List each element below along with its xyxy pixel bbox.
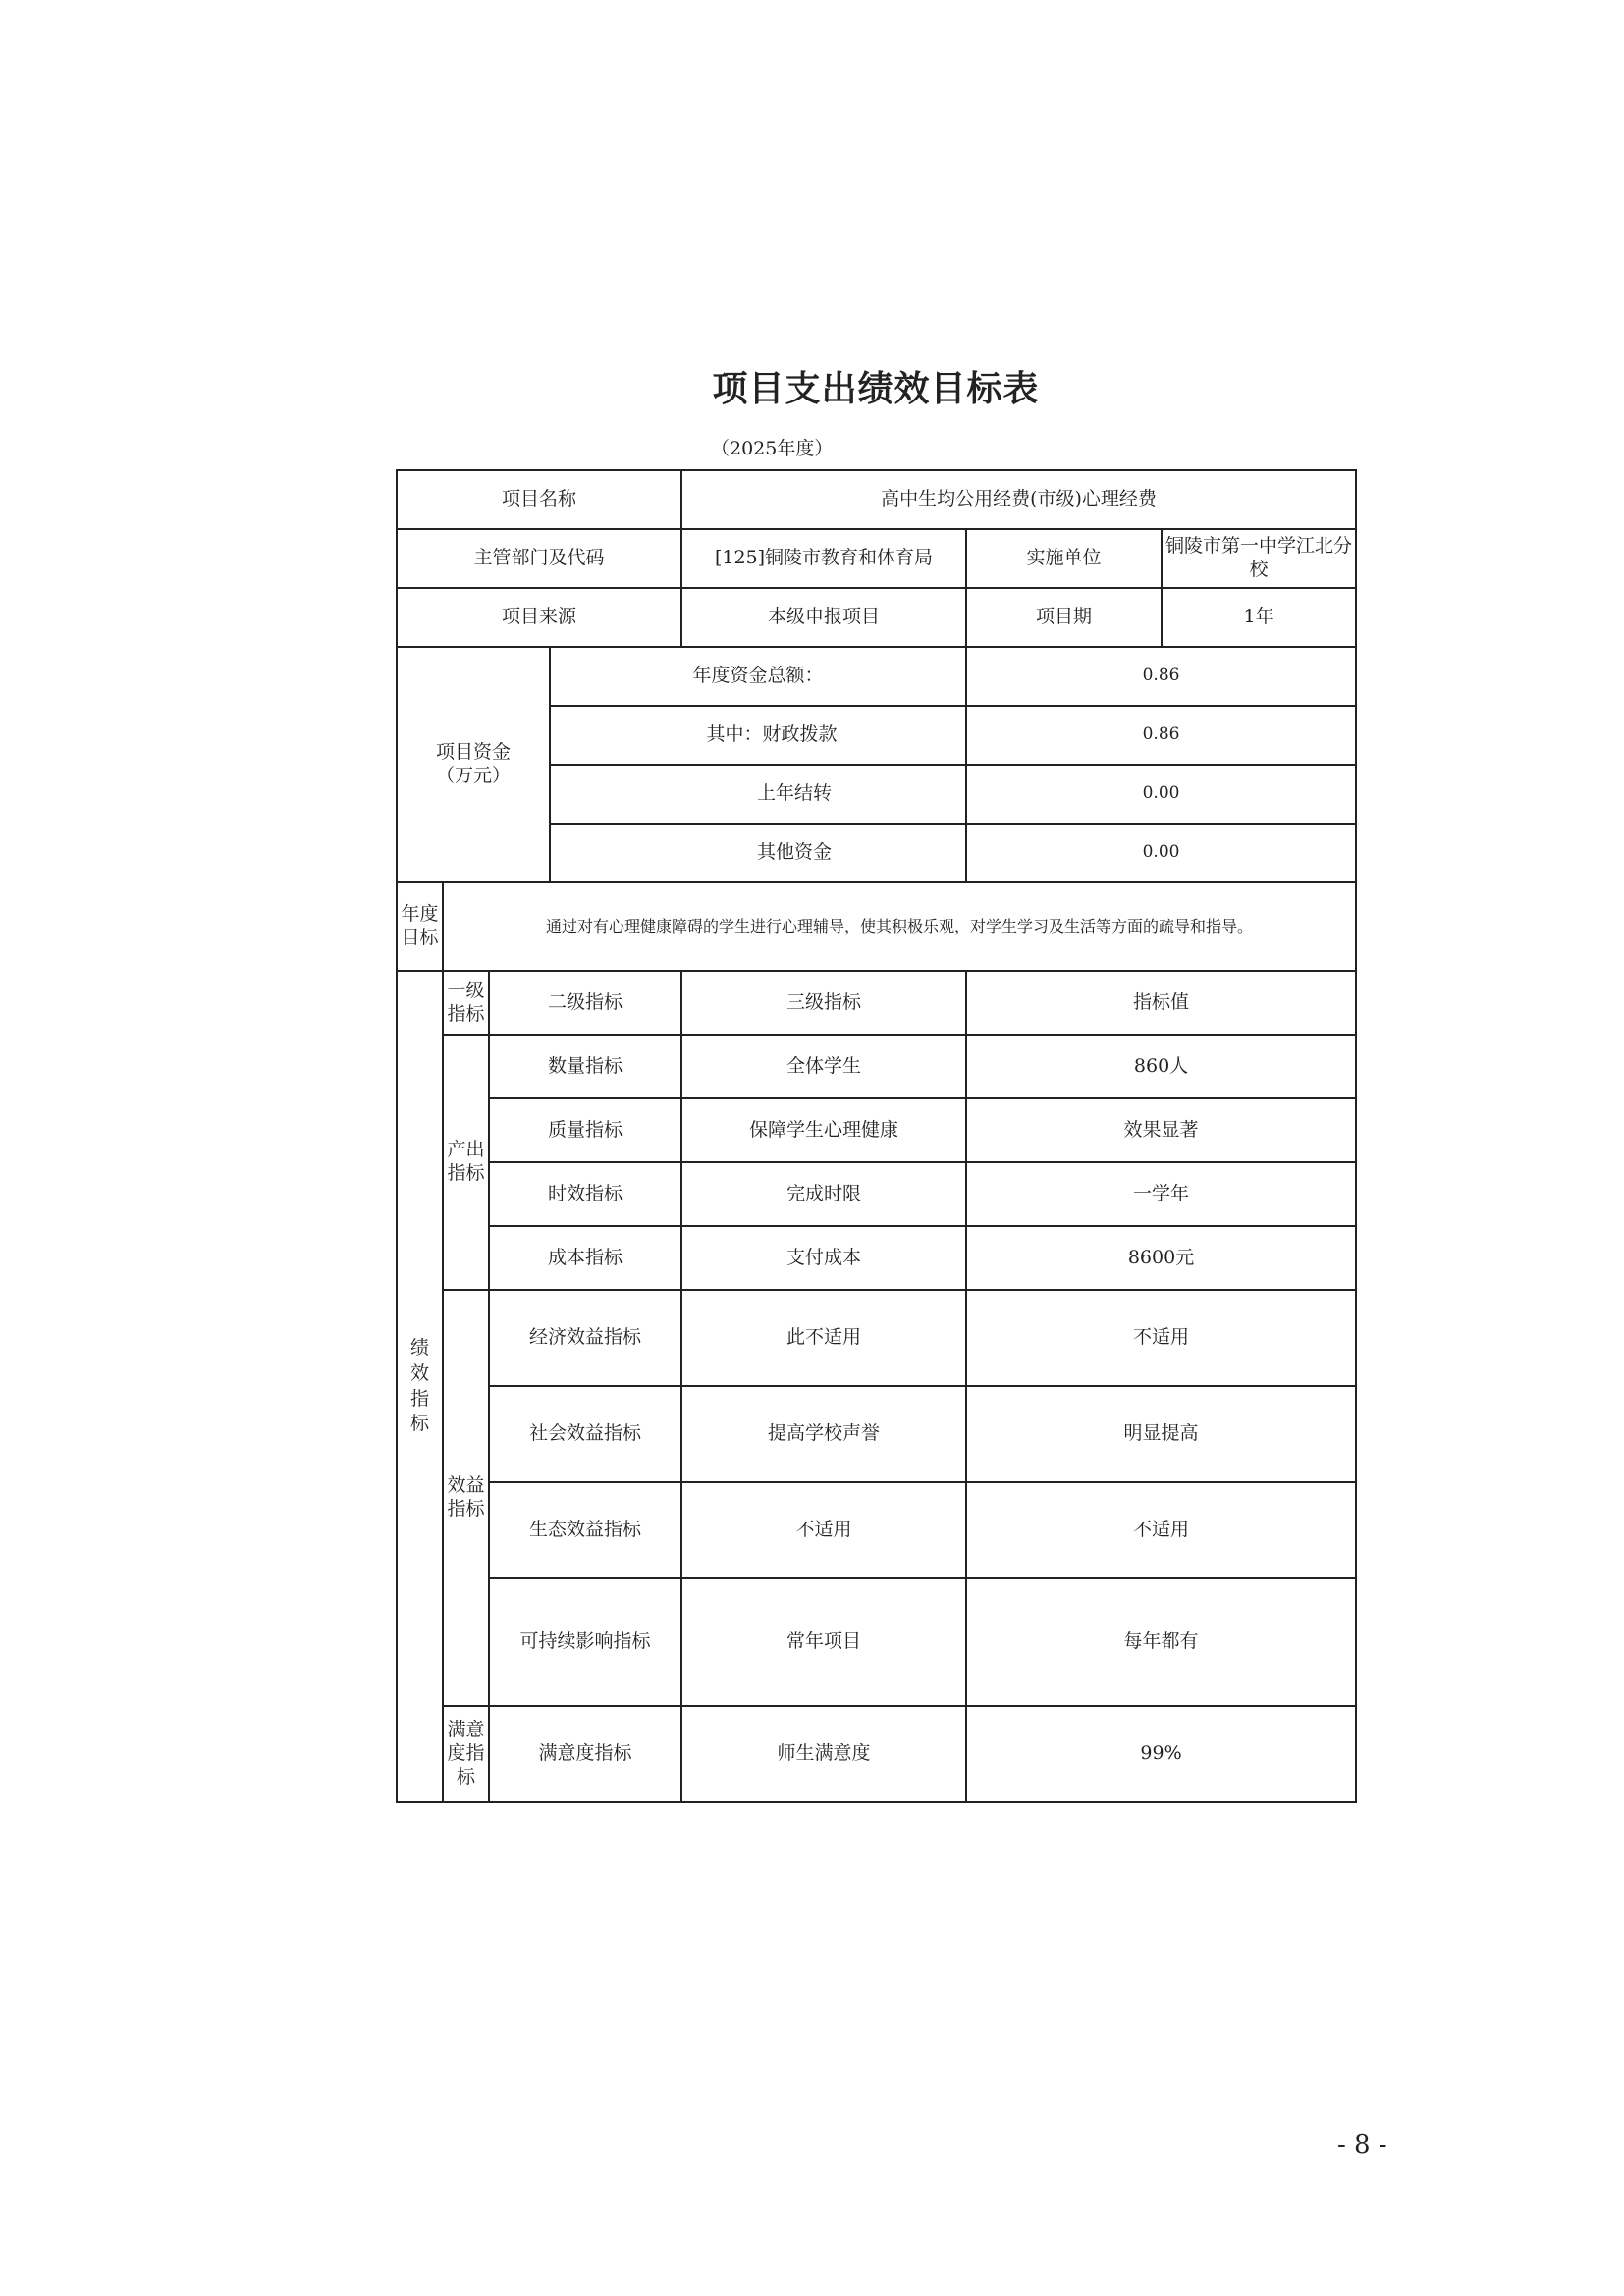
funds-total-value: 0.86 (966, 647, 1356, 706)
table-row (397, 1226, 1356, 1290)
benefit-value: 不适用 (966, 1290, 1356, 1386)
benefit-indicators-label: 效益指标 (443, 1290, 489, 1706)
benefit-level3: 常年项目 (681, 1578, 966, 1706)
output-level2: 时效指标 (489, 1162, 681, 1226)
output-level3: 完成时限 (681, 1162, 966, 1226)
benefit-level3: 不适用 (681, 1482, 966, 1578)
project-name-row (397, 470, 1356, 529)
table-row (397, 1482, 1356, 1578)
performance-target-table (396, 469, 1357, 1803)
satisfaction-level2: 满意度指标 (489, 1706, 681, 1802)
dept-label: 主管部门及代码 (397, 529, 681, 588)
output-value: 8600元 (966, 1226, 1356, 1290)
goal-row (397, 882, 1356, 971)
output-level2: 质量指标 (489, 1098, 681, 1162)
satisfaction-level3: 师生满意度 (681, 1706, 966, 1802)
funds-carryover-value: 0.00 (966, 765, 1356, 824)
year-label: （2025年度） (711, 438, 834, 459)
project-name-label: 项目名称 (397, 470, 681, 529)
source-label: 项目来源 (397, 588, 681, 647)
benefit-level2: 社会效益指标 (489, 1386, 681, 1482)
benefit-value: 每年都有 (966, 1578, 1356, 1706)
output-level2: 成本指标 (489, 1226, 681, 1290)
funds-label: 项目资金（万元） (397, 647, 550, 882)
funds-total-label: 年度资金总额： (550, 647, 966, 706)
unit-value: 铜陵市第一中学江北分校 (1162, 529, 1356, 588)
output-level2: 数量指标 (489, 1035, 681, 1098)
benefit-level3: 此不适用 (681, 1290, 966, 1386)
satisfaction-value: 99% (966, 1706, 1356, 1802)
goal-label: 年度目标 (397, 882, 443, 971)
output-value: 一学年 (966, 1162, 1356, 1226)
benefit-level2: 生态效益指标 (489, 1482, 681, 1578)
dept-row (397, 529, 1356, 588)
benefit-level2: 经济效益指标 (489, 1290, 681, 1386)
output-level3: 支付成本 (681, 1226, 966, 1290)
output-value: 860人 (966, 1035, 1356, 1098)
project-name-value: 高中生均公用经费(市级)心理经费 (681, 470, 1356, 529)
benefit-level2: 可持续影响指标 (489, 1578, 681, 1706)
unit-label: 实施单位 (966, 529, 1162, 588)
page-title: 项目支出绩效目标表 (712, 369, 1040, 409)
dept-value: [125]铜陵市教育和体育局 (681, 529, 966, 588)
table-row (397, 1098, 1356, 1162)
table-row (397, 1035, 1356, 1098)
satisfaction-indicators-label: 满意度指标 (443, 1706, 489, 1802)
funds-fiscal-label: 其中：财政拨款 (550, 706, 966, 765)
output-level3: 保障学生心理健康 (681, 1098, 966, 1162)
benefit-value: 明显提高 (966, 1386, 1356, 1482)
funds-carryover-label: 上年结转 (550, 765, 966, 824)
period-value: 1年 (1162, 588, 1356, 647)
goal-text: 通过对有心理健康障碍的学生进行心理辅导，使其积极乐观，对学生学习及生活等方面的疏导和指导。 (443, 882, 1356, 971)
output-indicators-label: 产出指标 (443, 1035, 489, 1290)
benefit-level3: 提高学校声誉 (681, 1386, 966, 1482)
funds-other-label: 其他资金 (550, 824, 966, 882)
table-row (397, 1386, 1356, 1482)
header-level3: 三级指标 (681, 971, 966, 1035)
benefit-value: 不适用 (966, 1482, 1356, 1578)
header-level1: 一级指标 (443, 971, 489, 1035)
table-row (397, 1162, 1356, 1226)
table-row (397, 1578, 1356, 1706)
table-row (397, 1706, 1356, 1802)
source-value: 本级申报项目 (681, 588, 966, 647)
header-value: 指标值 (966, 971, 1356, 1035)
page-number: - 8 - (1337, 2130, 1387, 2160)
funds-total-row (397, 647, 1356, 706)
period-label: 项目期 (966, 588, 1162, 647)
funds-other-value: 0.00 (966, 824, 1356, 882)
indicator-header-row (397, 971, 1356, 1035)
table-row (397, 1290, 1356, 1386)
header-level2: 二级指标 (489, 971, 681, 1035)
output-level3: 全体学生 (681, 1035, 966, 1098)
funds-fiscal-value: 0.86 (966, 706, 1356, 765)
source-row (397, 588, 1356, 647)
output-value: 效果显著 (966, 1098, 1356, 1162)
indicators-label: 绩效指标 (397, 971, 443, 1802)
